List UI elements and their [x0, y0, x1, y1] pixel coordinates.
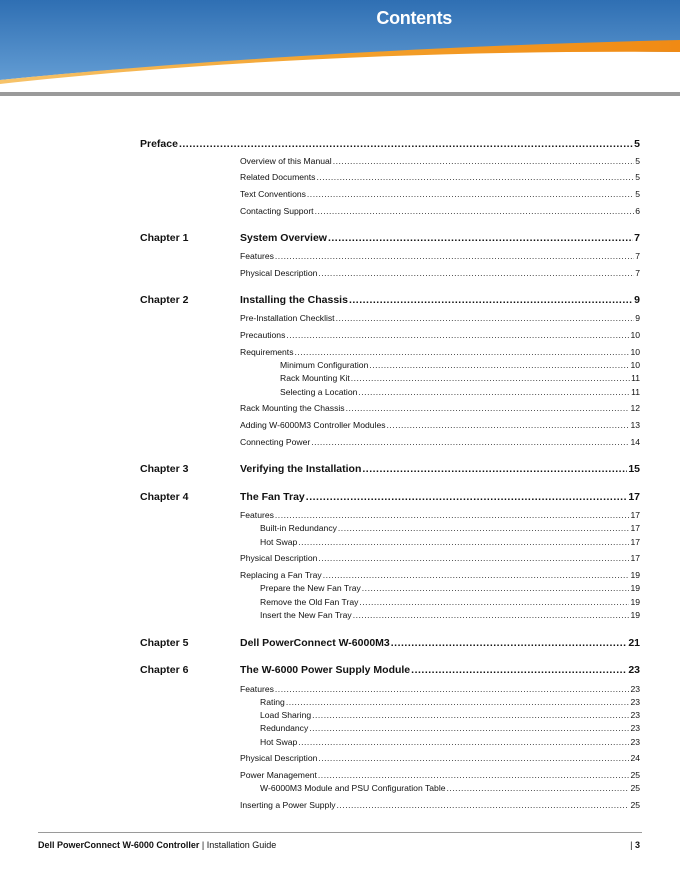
toc-entry[interactable] — [240, 684, 640, 694]
toc-entry-label: Built-in Redundancy — [260, 523, 337, 533]
leader-dots — [391, 637, 628, 649]
toc-entry-label: Power Management — [240, 770, 317, 780]
toc-entry[interactable] — [240, 510, 640, 520]
toc-entry-label: Text Conventions — [240, 189, 306, 199]
toc-entry-label: Connecting Power — [240, 437, 311, 447]
header-banner — [0, 0, 680, 96]
toc-entry[interactable] — [240, 770, 640, 780]
toc-entry[interactable] — [240, 206, 640, 216]
toc-entry[interactable] — [260, 697, 640, 707]
leader-dots — [447, 783, 630, 793]
chapter-number: Chapter 3 — [140, 463, 189, 475]
footer-doc-title — [38, 840, 276, 850]
toc-entry-page: 19 — [630, 597, 640, 607]
toc-entry-label: Features — [240, 251, 274, 261]
toc-entry-page: 17 — [630, 537, 640, 547]
leader-dots — [369, 360, 629, 370]
toc-entry-page: 7 — [635, 251, 640, 261]
leader-dots — [298, 737, 629, 747]
toc-entry-page: 23 — [630, 737, 640, 747]
toc-entry-page: 10 — [630, 360, 640, 370]
toc-entry[interactable] — [260, 523, 640, 533]
leader-dots — [286, 697, 630, 707]
leader-dots — [318, 268, 634, 278]
toc-entry-label: Features — [240, 684, 274, 694]
toc-entry-label: Insert the New Fan Tray — [260, 610, 352, 620]
leader-dots — [275, 251, 634, 261]
toc-entry-page: 9 — [635, 313, 640, 323]
leader-dots — [318, 753, 629, 763]
toc-entry[interactable] — [240, 330, 640, 340]
toc-entry-page: 17 — [630, 510, 640, 520]
footer-page — [630, 840, 640, 850]
toc-entry-page: 19 — [630, 610, 640, 620]
toc-title: Verifying the Installation — [240, 463, 362, 475]
toc-entry-page: 13 — [630, 420, 640, 430]
toc-entry-label: Hot Swap — [260, 537, 298, 547]
toc-entry-page: 23 — [630, 697, 640, 707]
toc-entry[interactable] — [240, 172, 640, 182]
leader-dots — [309, 723, 629, 733]
toc-entry[interactable] — [260, 723, 640, 733]
toc-entry-page: 17 — [630, 523, 640, 533]
toc-entry-label: Adding W-6000M3 Controller Modules — [240, 420, 386, 430]
toc-chapter-3[interactable] — [240, 463, 640, 475]
toc-entry-label: Contacting Support — [240, 206, 314, 216]
toc-entry-page: 7 — [635, 268, 640, 278]
toc-entry-label: Redundancy — [260, 723, 309, 733]
toc-entry-label: Load Sharing — [260, 710, 312, 720]
leader-dots — [307, 189, 634, 199]
toc-entry-label: Rack Mounting Kit — [280, 373, 350, 383]
footer-separator: | — [201, 840, 205, 850]
toc-entry-label: Rack Mounting the Chassis — [240, 403, 345, 413]
toc-entry-label: Physical Description — [240, 268, 318, 278]
toc-entry-page: 23 — [630, 684, 640, 694]
toc-page: 15 — [628, 463, 640, 475]
leader-dots — [362, 463, 627, 475]
leader-dots — [295, 347, 630, 357]
toc-title: The W-6000 Power Supply Module — [240, 664, 411, 676]
leader-dots — [349, 294, 633, 306]
toc-entry[interactable] — [260, 710, 640, 720]
leader-dots — [336, 313, 635, 323]
toc-chapter-2[interactable] — [240, 294, 640, 306]
toc-entry[interactable] — [240, 313, 640, 323]
toc-entry-page: 11 — [631, 373, 640, 383]
toc-entry-page: 25 — [630, 783, 640, 793]
toc-entry-page: 10 — [630, 330, 640, 340]
leader-dots — [316, 172, 634, 182]
leader-dots — [323, 570, 630, 580]
footer-page-separator: | — [630, 840, 633, 850]
toc-entry[interactable] — [240, 553, 640, 563]
toc-title: System Overview — [240, 232, 327, 244]
leader-dots — [358, 387, 630, 397]
leader-dots — [311, 437, 629, 447]
toc-entry-label: Inserting a Power Supply — [240, 800, 336, 810]
toc-entry[interactable] — [240, 437, 640, 447]
toc-entry-page: 6 — [635, 206, 640, 216]
chapter-number: Chapter 4 — [140, 491, 189, 503]
leader-dots — [362, 583, 630, 593]
toc-page: 5 — [634, 138, 640, 150]
footer-page-number: 3 — [634, 840, 640, 850]
toc-entry[interactable] — [240, 800, 640, 810]
chapter-number: Chapter 6 — [140, 664, 189, 676]
banner-graphic — [0, 0, 680, 96]
leader-dots — [351, 373, 630, 383]
toc-entry-page: 25 — [630, 770, 640, 780]
toc-entry-page: 12 — [630, 403, 640, 413]
toc-entry[interactable] — [240, 347, 640, 357]
toc-entry-label: Requirements — [240, 347, 294, 357]
toc-entry-label: Overview of this Manual — [240, 156, 332, 166]
toc-entry-page: 19 — [630, 570, 640, 580]
toc-entry[interactable] — [260, 783, 640, 793]
leader-dots — [298, 537, 629, 547]
footer-product: Dell PowerConnect W-6000 Controller — [38, 840, 200, 850]
toc-entry[interactable] — [260, 737, 640, 747]
toc-entry-page: 10 — [630, 347, 640, 357]
footer-divider — [38, 832, 642, 833]
toc-page: 7 — [634, 232, 640, 244]
toc-title: Preface — [140, 138, 178, 150]
leader-dots — [179, 138, 633, 150]
toc-chapter-6[interactable] — [240, 664, 640, 676]
toc-page: 9 — [634, 294, 640, 306]
leader-dots — [359, 597, 629, 607]
toc-entry-label: Physical Description — [240, 753, 318, 763]
leader-dots — [387, 420, 630, 430]
toc-entry-page: 25 — [630, 800, 640, 810]
chapter-number: Chapter 5 — [140, 637, 189, 649]
toc-entry-label: Related Documents — [240, 172, 316, 182]
toc-chapter-5[interactable] — [240, 637, 640, 649]
toc-title: Dell PowerConnect W-6000M3 — [240, 637, 390, 649]
toc-entry[interactable] — [280, 360, 640, 370]
leader-dots — [337, 800, 630, 810]
toc-entry-label: Minimum Configuration — [280, 360, 369, 370]
leader-dots — [411, 664, 627, 676]
toc-entry[interactable] — [240, 753, 640, 763]
toc-entry-page: 5 — [635, 189, 640, 199]
page-title: Contents — [376, 8, 452, 28]
chapter-number: Chapter 1 — [140, 232, 189, 244]
toc-entry-page: 5 — [635, 172, 640, 182]
toc-entry[interactable] — [240, 156, 640, 166]
toc-entry-label: Pre-Installation Checklist — [240, 313, 335, 323]
toc-entry-page: 14 — [630, 437, 640, 447]
toc-entry-label: Physical Description — [240, 553, 318, 563]
leader-dots — [275, 684, 630, 694]
toc-entry-page: 11 — [631, 387, 640, 397]
toc-entry-page: 17 — [630, 553, 640, 563]
toc-entry[interactable] — [240, 268, 640, 278]
toc-entry[interactable] — [260, 597, 640, 607]
toc-chapter-1[interactable] — [240, 232, 640, 244]
toc-page: 21 — [628, 637, 640, 649]
toc-entry-page: 19 — [630, 583, 640, 593]
toc-title: The Fan Tray — [240, 491, 305, 503]
toc-entry-page: 23 — [630, 710, 640, 720]
leader-dots — [328, 232, 633, 244]
leader-dots — [315, 206, 635, 216]
toc-entry[interactable] — [240, 570, 640, 580]
toc-entry-label: Prepare the New Fan Tray — [260, 583, 361, 593]
leader-dots — [353, 610, 630, 620]
leader-dots — [275, 510, 630, 520]
leader-dots — [312, 710, 629, 720]
footer-guide: Installation Guide — [206, 840, 277, 850]
leader-dots — [286, 330, 629, 340]
toc-entry-page: 24 — [630, 753, 640, 763]
leader-dots — [333, 156, 635, 166]
toc-entry[interactable] — [260, 583, 640, 593]
leader-dots — [346, 403, 630, 413]
toc-entry[interactable] — [240, 189, 640, 199]
toc-entry-label: Selecting a Location — [280, 387, 358, 397]
toc-entry-label: Replacing a Fan Tray — [240, 570, 322, 580]
toc-entry-page: 5 — [635, 156, 640, 166]
toc-entry-label: Remove the Old Fan Tray — [260, 597, 359, 607]
toc-entry-label: Hot Swap — [260, 737, 298, 747]
toc-entry[interactable] — [260, 610, 640, 620]
leader-dots — [318, 770, 630, 780]
toc-entry[interactable] — [240, 403, 640, 413]
toc-entry-label: Precautions — [240, 330, 286, 340]
toc-entry-page: 23 — [630, 723, 640, 733]
leader-dots — [318, 553, 629, 563]
toc-entry[interactable] — [260, 537, 640, 547]
toc-entry-label: W-6000M3 Module and PSU Configuration Table — [260, 783, 446, 793]
toc-page: 23 — [628, 664, 640, 676]
toc-entry-label: Rating — [260, 697, 285, 707]
toc-chapter-4[interactable] — [240, 491, 640, 503]
toc-title: Installing the Chassis — [240, 294, 348, 306]
toc-preface[interactable] — [140, 138, 640, 150]
toc-entry[interactable] — [280, 373, 640, 383]
toc-entry[interactable] — [240, 251, 640, 261]
toc-entry[interactable] — [280, 387, 640, 397]
leader-dots — [338, 523, 630, 533]
toc-entry-label: Features — [240, 510, 274, 520]
leader-dots — [306, 491, 628, 503]
toc-page: 17 — [628, 491, 640, 503]
chapter-number: Chapter 2 — [140, 294, 189, 306]
toc-entry[interactable] — [240, 420, 640, 430]
